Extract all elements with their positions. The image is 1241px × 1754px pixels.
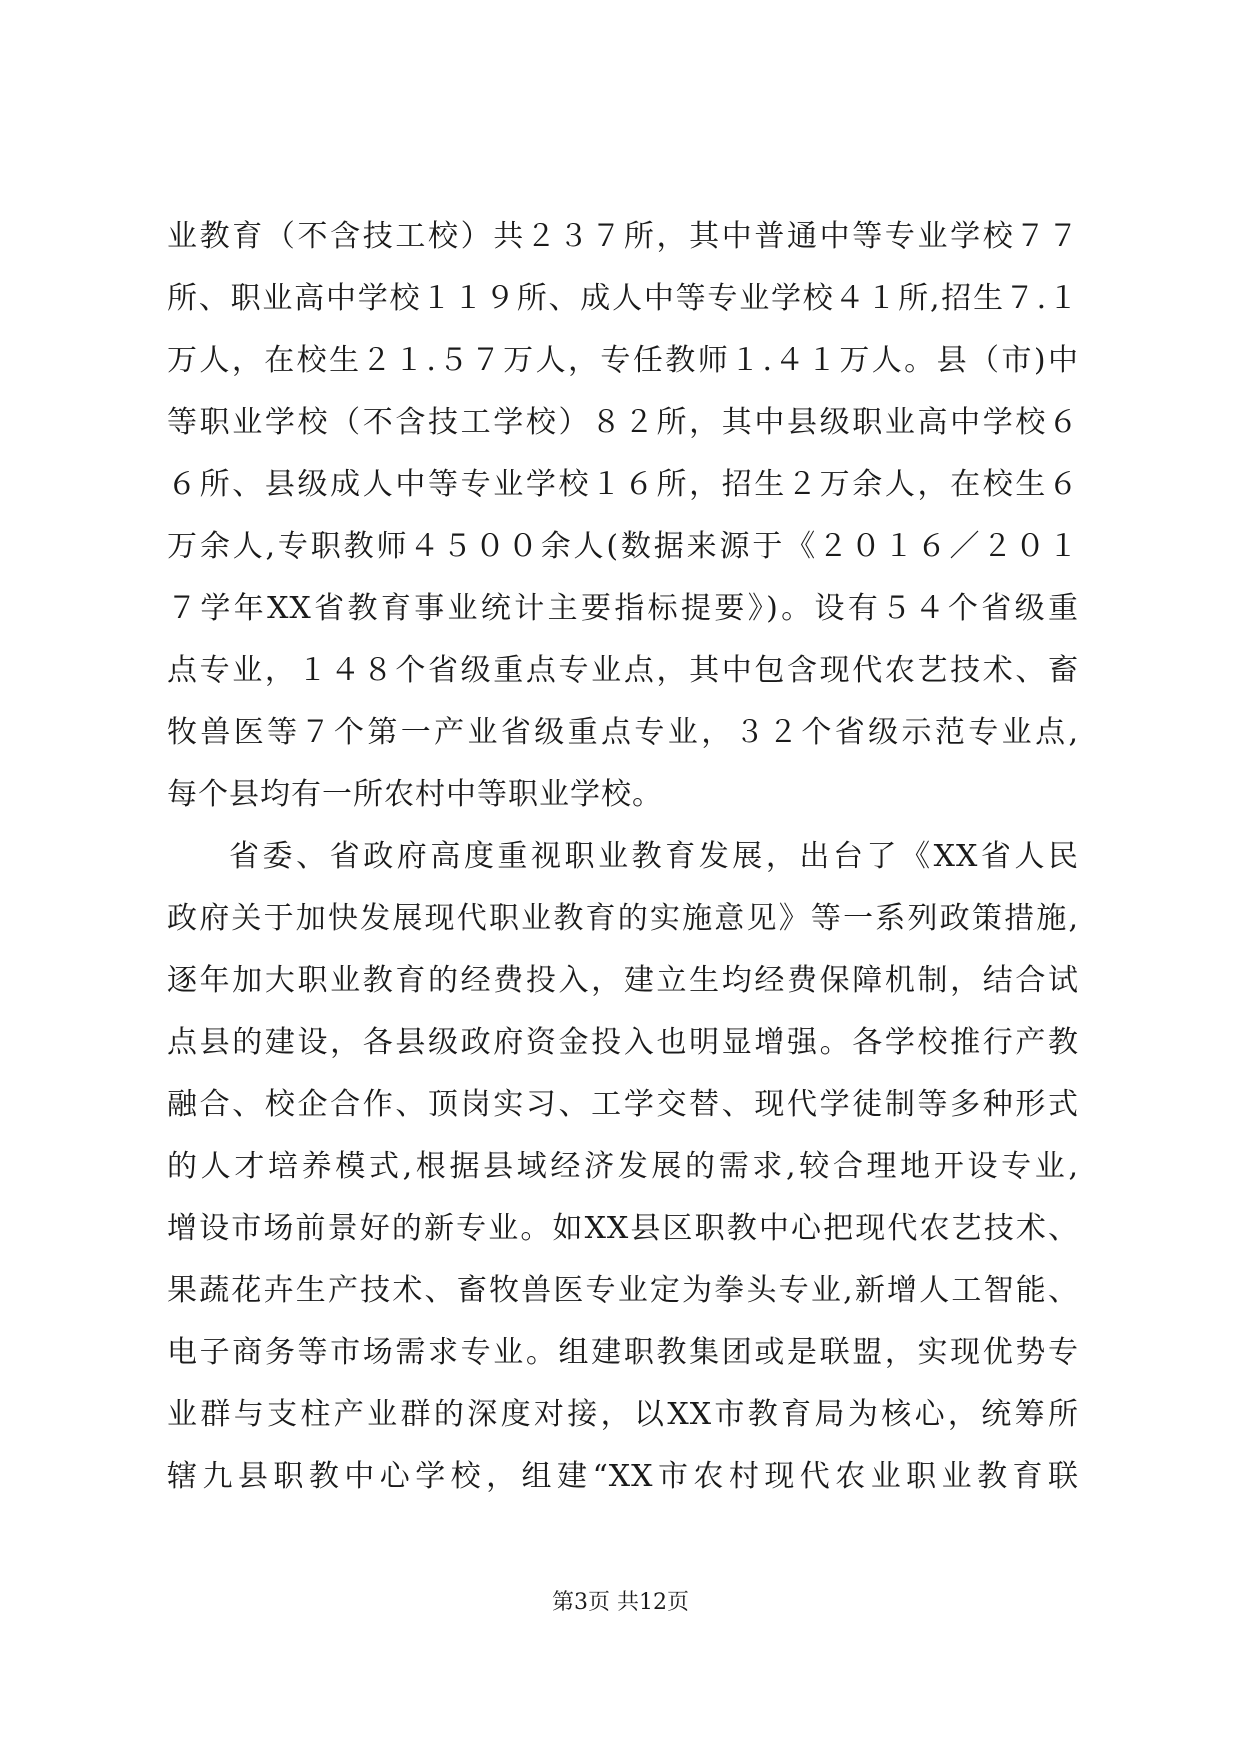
text-line: 政府关于加快发展现代职业教育的实施意见》等一系列政策措施, — [167, 901, 1079, 936]
text-line: 电子商务等市场需求专业。组建职教集团或是联盟，实现优势专 — [167, 1335, 1079, 1370]
text-line: 逐年加大职业教育的经费投入，建立生均经费保障机制，结合试 — [167, 963, 1079, 998]
text-line: 省委、省政府高度重视职业教育发展，出台了《XX省人民 — [229, 839, 1079, 874]
text-line: 万余人,专职教师４５００余人(数据来源于《２０１６／２０１ — [167, 529, 1079, 564]
text-line: 每个县均有一所农村中等职业学校。 — [167, 777, 663, 812]
text-line: 的人才培养模式,根据县域经济发展的需求,较合理地开设专业, — [167, 1149, 1079, 1184]
text-line: ６所、县级成人中等专业学校１６所，招生２万余人，在校生６ — [167, 467, 1079, 502]
paragraph-policy-measures — [167, 826, 1079, 1508]
text-line: ７学年XX省教育事业统计主要指标提要》)。设有５４个省级重 — [167, 591, 1079, 626]
text-line: 点专业，１４８个省级重点专业点，其中包含现代农艺技术、畜 — [167, 653, 1079, 688]
text-line: 所、职业高中学校１１９所、成人中等专业学校４１所,招生７.１ — [167, 281, 1079, 316]
text-line: 增设市场前景好的新专业。如XX县区职教中心把现代农艺技术、 — [167, 1211, 1079, 1246]
text-line: 融合、校企合作、顶岗实习、工学交替、现代学徒制等多种形式 — [167, 1087, 1079, 1122]
text-line: 辖九县职教中心学校，组建“XX市农村现代农业职业教育联 — [167, 1459, 1079, 1494]
text-line: 果蔬花卉生产技术、畜牧兽医专业定为拳头专业,新增人工智能、 — [167, 1273, 1079, 1308]
text-line: 业群与支柱产业群的深度对接，以XX市教育局为核心，统筹所 — [167, 1397, 1079, 1432]
text-line: 业教育（不含技工校）共２３７所，其中普通中等专业学校７７ — [167, 219, 1079, 254]
text-line: 等职业学校（不含技工学校）８２所，其中县级职业高中学校６ — [167, 405, 1079, 440]
page-number-footer: 第3页 共12页 — [552, 1590, 689, 1615]
paragraph-enrollment-stats — [167, 206, 1079, 826]
document-body — [167, 206, 1079, 1508]
text-line: 牧兽医等７个第一产业省级重点专业，３２个省级示范专业点, — [167, 715, 1079, 750]
text-line: 万人，在校生２１.５７万人，专任教师１.４１万人。县（市)中 — [167, 343, 1079, 378]
text-line: 点县的建设，各县级政府资金投入也明显增强。各学校推行产教 — [167, 1025, 1079, 1060]
